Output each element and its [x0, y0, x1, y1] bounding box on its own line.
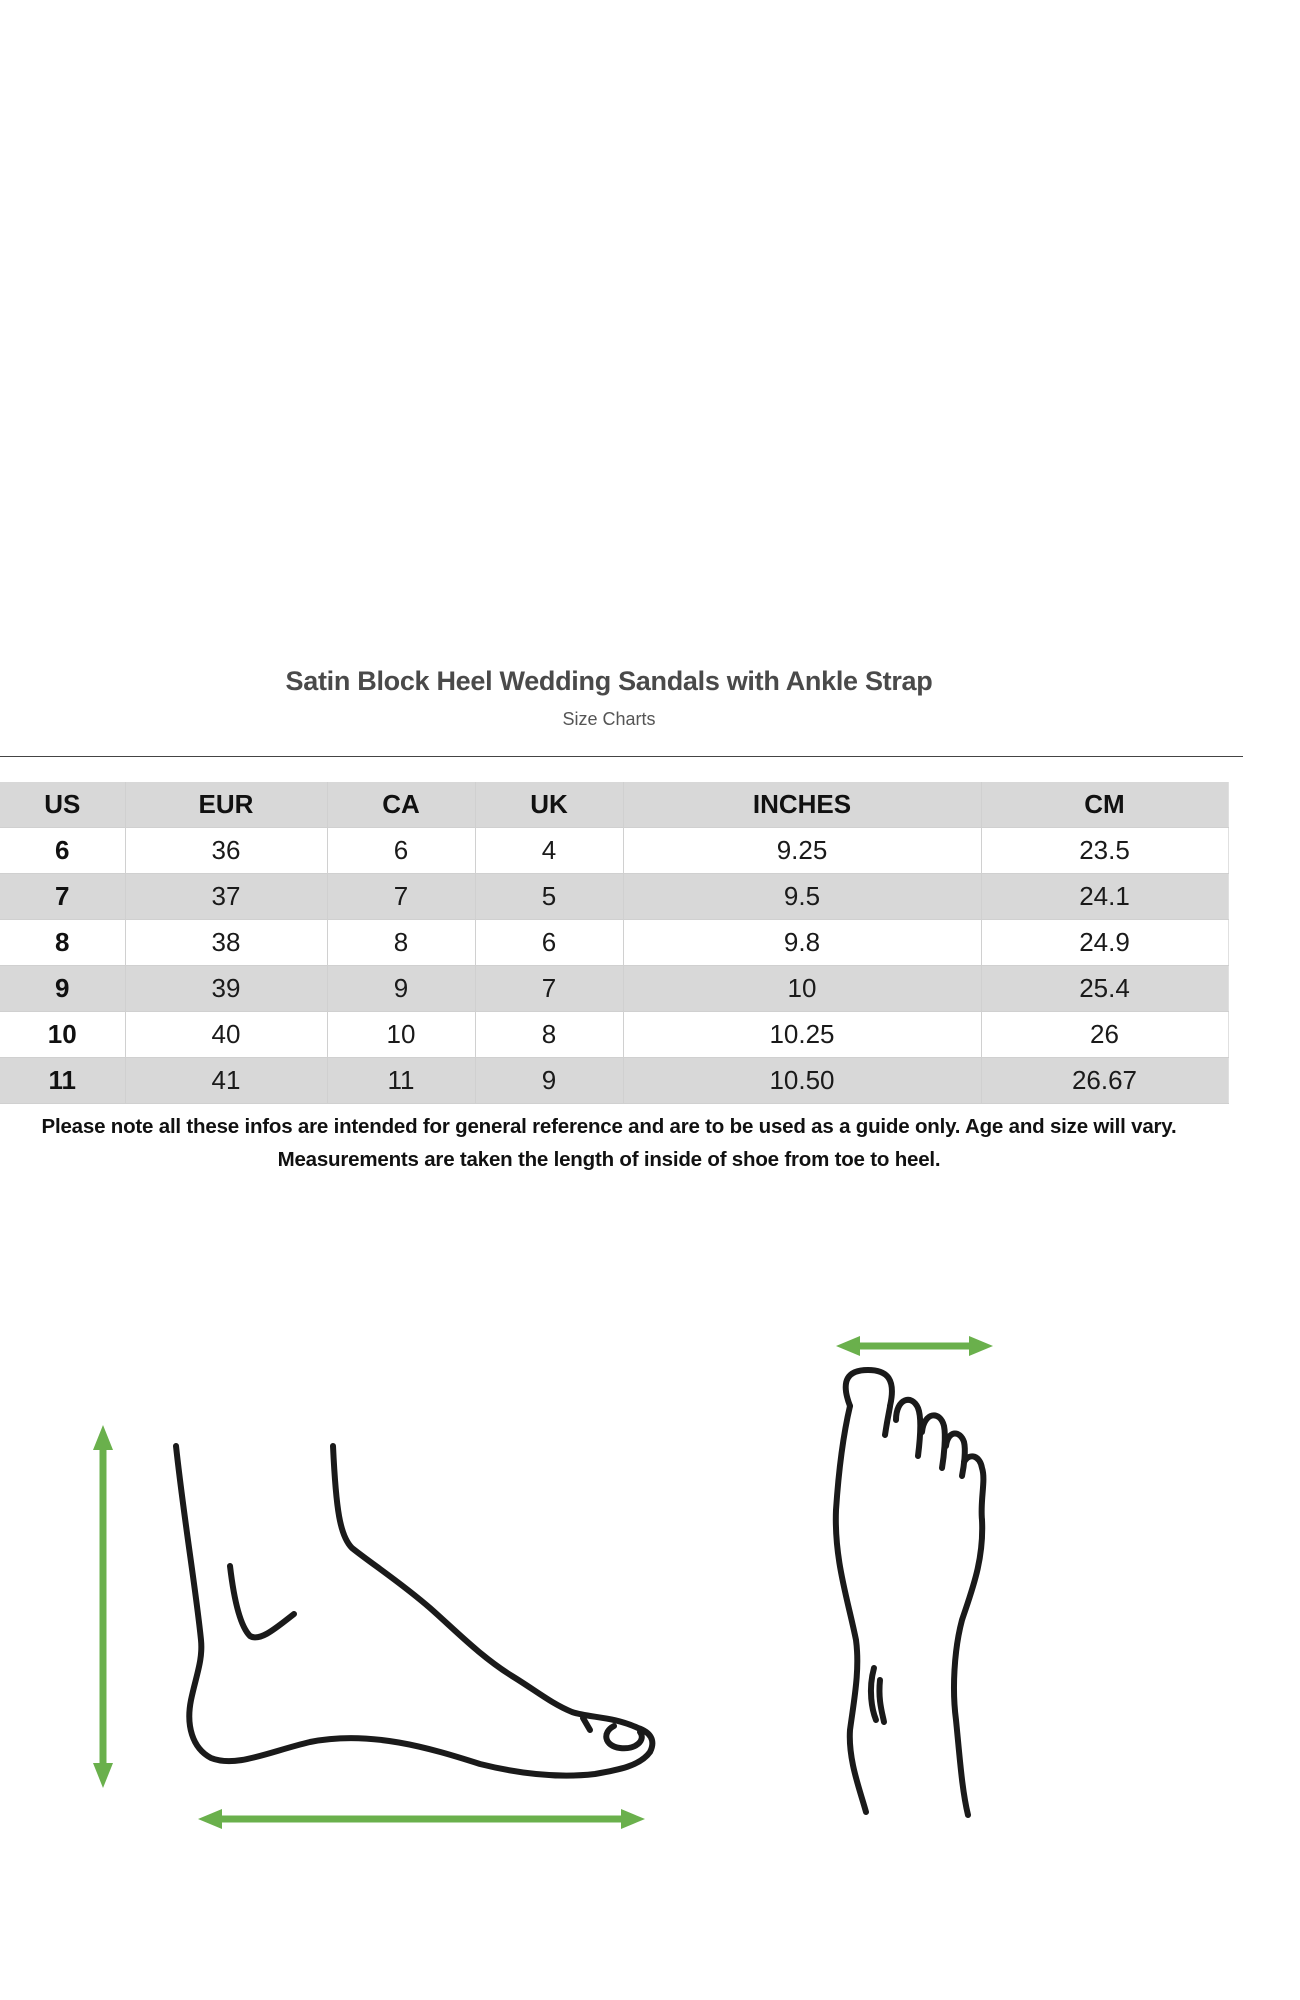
vertical-double-arrow-icon — [93, 1425, 113, 1788]
cell-ca: 8 — [327, 920, 475, 966]
header-ca: CA — [327, 782, 475, 828]
cell-inches: 10 — [623, 966, 981, 1012]
cell-inches: 10.50 — [623, 1058, 981, 1104]
foot-side-view-icon — [176, 1446, 652, 1776]
cell-eur: 41 — [125, 1058, 327, 1104]
cell-cm: 23.5 — [981, 828, 1228, 874]
cell-us: 10 — [0, 1012, 125, 1058]
header-cm: CM — [981, 782, 1228, 828]
cell-ca: 7 — [327, 874, 475, 920]
cell-cm: 25.4 — [981, 966, 1228, 1012]
cell-us: 7 — [0, 874, 125, 920]
cell-ca: 6 — [327, 828, 475, 874]
cell-uk: 8 — [475, 1012, 623, 1058]
cell-eur: 38 — [125, 920, 327, 966]
cell-uk: 5 — [475, 874, 623, 920]
header-inches: INCHES — [623, 782, 981, 828]
cell-eur: 36 — [125, 828, 327, 874]
cell-uk: 7 — [475, 966, 623, 1012]
cell-inches: 9.8 — [623, 920, 981, 966]
header-us: US — [0, 782, 125, 828]
cell-us: 9 — [0, 966, 125, 1012]
cell-cm: 24.1 — [981, 874, 1228, 920]
page-subtitle: Size Charts — [562, 709, 656, 729]
foot-top-view-icon — [836, 1370, 984, 1815]
cell-eur: 40 — [125, 1012, 327, 1058]
cell-cm: 26.67 — [981, 1058, 1228, 1104]
cell-uk: 4 — [475, 828, 623, 874]
disclaimer-line-1: Please note all these infos are intended for general reference and are to be used as a guide only. Age and size will vary. — [41, 1115, 1177, 1138]
cell-uk: 9 — [475, 1058, 623, 1104]
cell-uk: 6 — [475, 920, 623, 966]
header-eur: EUR — [125, 782, 327, 828]
cell-us: 6 — [0, 828, 125, 874]
header-uk: UK — [475, 782, 623, 828]
cell-cm: 24.9 — [981, 920, 1228, 966]
disclaimer-line-2: Measurements are taken the length of inside of shoe from toe to heel. — [277, 1148, 941, 1171]
cell-eur: 37 — [125, 874, 327, 920]
cell-cm: 26 — [981, 1012, 1228, 1058]
page-title: Satin Block Heel Wedding Sandals with Ankle Strap — [285, 666, 933, 696]
cell-ca: 11 — [327, 1058, 475, 1104]
cell-us: 8 — [0, 920, 125, 966]
cell-inches: 9.5 — [623, 874, 981, 920]
cell-inches: 9.25 — [623, 828, 981, 874]
cell-us: 11 — [0, 1058, 125, 1104]
cell-inches: 10.25 — [623, 1012, 981, 1058]
horizontal-double-arrow-icon — [198, 1809, 645, 1829]
cell-ca: 9 — [327, 966, 475, 1012]
horizontal-double-arrow-icon — [836, 1336, 993, 1356]
cell-ca: 10 — [327, 1012, 475, 1058]
cell-eur: 39 — [125, 966, 327, 1012]
